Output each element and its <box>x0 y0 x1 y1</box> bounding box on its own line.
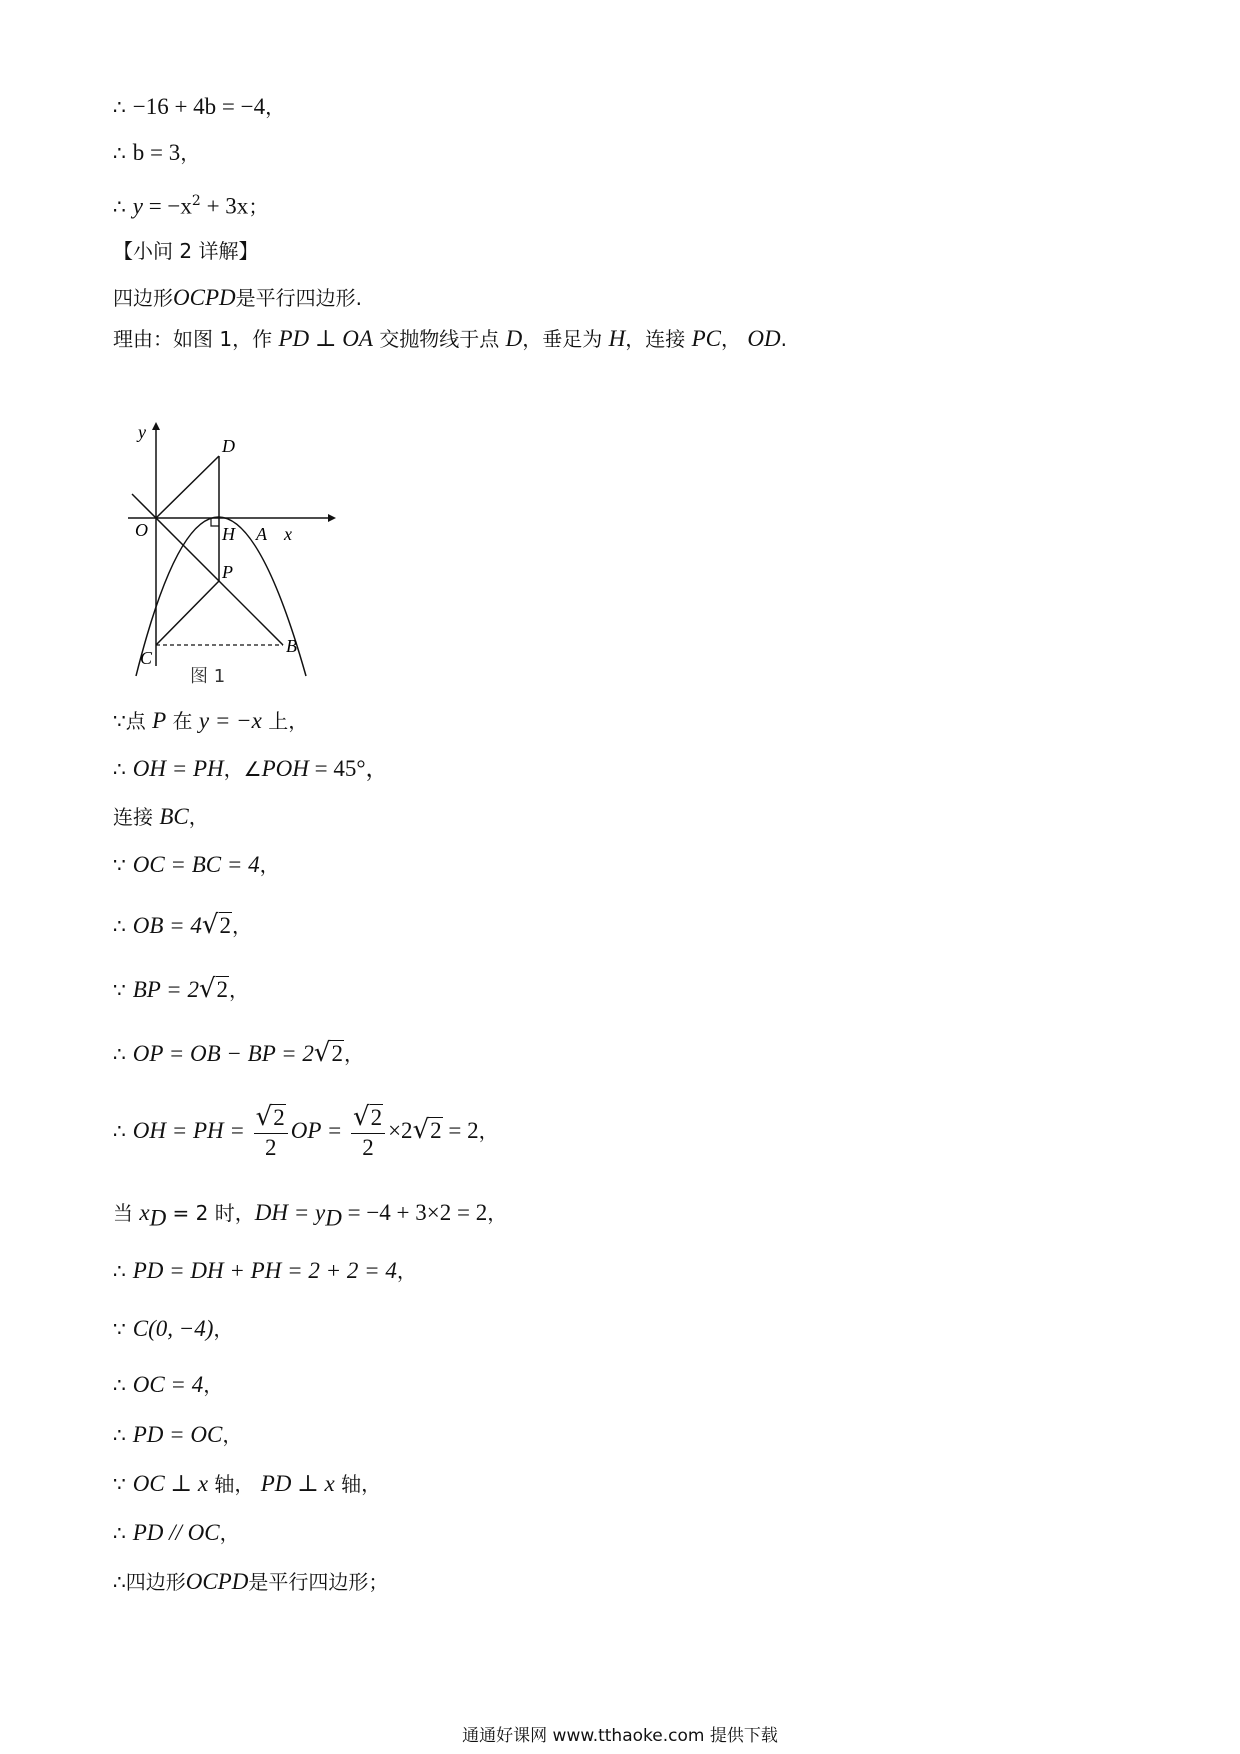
therefore-symbol: ∴ <box>113 1373 126 1397</box>
text: 是平行四边形. <box>235 286 362 310</box>
line-20 <box>113 1469 381 1500</box>
text: ， <box>259 853 280 877</box>
because-symbol: ∵ <box>113 853 126 877</box>
math: PD = OC <box>132 1422 223 1447</box>
exponent: 2 <box>191 193 201 209</box>
text: ，∠ <box>223 757 262 781</box>
line-17 <box>113 1314 233 1345</box>
math: OC = 4 <box>132 1372 204 1397</box>
math: OC ⊥ x <box>132 1471 209 1496</box>
text: ， <box>343 1042 364 1066</box>
text: ， <box>232 914 252 938</box>
line-19 <box>113 1420 242 1451</box>
footer-watermark: 通通好课网 www.tthaoke.com 提供下载 <box>462 1726 778 1746</box>
therefore-symbol: ∴ <box>113 141 126 165</box>
text: ， <box>396 1259 417 1283</box>
math: x <box>139 1200 150 1225</box>
therefore-symbol: ∴ <box>113 1423 126 1447</box>
equation-part: = −x <box>142 193 192 219</box>
equation: b = 3 <box>132 140 181 165</box>
text: 轴， <box>334 1472 382 1496</box>
text: 上， <box>261 709 309 733</box>
line-y-neg-x <box>132 494 283 645</box>
line-15 <box>113 1198 507 1233</box>
math: = −4 + 3×2 = 2 <box>341 1200 488 1225</box>
math: OC = BC = 4 <box>132 852 260 877</box>
text: . <box>780 327 787 351</box>
section-heading: 【小问 2 详解】 <box>113 239 259 263</box>
parabola <box>136 517 306 676</box>
text: ， <box>720 327 748 351</box>
equation: −16 + 4b = −4 <box>132 94 266 119</box>
line-6 <box>113 324 787 355</box>
label-y: y <box>138 422 146 442</box>
sqrt: √2 <box>201 910 231 940</box>
therefore-symbol: ∴ <box>113 194 126 219</box>
text: 当 <box>113 1201 140 1225</box>
text: ， <box>188 805 209 829</box>
text: 理由：如图 1，作 <box>113 327 279 351</box>
line-2 <box>113 138 200 169</box>
math: D <box>505 326 523 351</box>
math: OP = <box>290 1118 348 1143</box>
line-11 <box>113 910 252 942</box>
x-axis-arrow <box>328 514 336 522</box>
math: y <box>315 1200 326 1225</box>
because-symbol: ∵ <box>113 978 126 1002</box>
text: ， <box>487 1201 508 1225</box>
var-y: y <box>132 193 143 219</box>
therefore-symbol: ∴ <box>113 914 126 938</box>
math: y = −x <box>198 708 262 733</box>
math: BP = 2 <box>132 977 199 1002</box>
line-10 <box>113 850 280 881</box>
line-1 <box>113 92 285 123</box>
text: 在 <box>166 709 199 733</box>
figure-1 <box>128 418 348 688</box>
line-8 <box>113 754 389 785</box>
text: 是平行四边形； <box>248 1570 389 1594</box>
label-P: P <box>222 562 233 582</box>
shape-name: OCPD <box>185 1569 249 1594</box>
line-3 <box>113 186 268 222</box>
math: PD = DH + PH = 2 + 2 = 4 <box>132 1258 397 1283</box>
fraction: $\frac{√2}{2}$ <box>254 1103 288 1162</box>
sqrt: √2 <box>412 1115 442 1145</box>
shape-name: OCPD <box>173 285 236 310</box>
therefore-symbol: ∴ <box>113 1259 126 1283</box>
therefore-symbol: ∴ <box>113 757 126 781</box>
label-O: O <box>135 520 148 540</box>
math: = 2 <box>442 1118 479 1143</box>
segment-PC <box>156 581 219 645</box>
figure-caption: 图 1 <box>190 666 226 687</box>
punct: ， <box>265 95 286 119</box>
text: ， <box>229 978 250 1002</box>
line-12 <box>113 974 249 1006</box>
text: ， <box>213 1317 234 1341</box>
label-A: A <box>256 524 267 544</box>
text: ，垂足为 <box>522 327 609 351</box>
because-symbol: ∵ <box>113 709 126 733</box>
fraction: $\frac{√2}{2}$ <box>351 1103 385 1162</box>
math: DH = <box>254 1200 316 1225</box>
text: 点 <box>125 709 153 733</box>
therefore-symbol: ∴ <box>113 1119 126 1143</box>
therefore-symbol: ∴ <box>113 95 126 119</box>
label-x: x <box>284 524 292 544</box>
text: = 2 时， <box>166 1201 255 1225</box>
math: H <box>608 326 626 351</box>
line-16 <box>113 1256 417 1287</box>
math: PD // OC <box>132 1520 220 1545</box>
math: OB = 4 <box>132 913 202 938</box>
therefore-symbol: ∴ <box>113 1042 126 1066</box>
math: OP = OB − BP = 2 <box>132 1041 314 1066</box>
line-9 <box>113 802 209 833</box>
label-H: H <box>222 524 235 544</box>
punct: ， <box>180 141 201 165</box>
math: PC <box>691 326 721 351</box>
text: ，连接 <box>625 327 692 351</box>
math: BC <box>159 804 189 829</box>
because-symbol: ∵ <box>113 1472 126 1496</box>
label-D: D <box>222 436 235 456</box>
math: P <box>152 708 167 733</box>
line-7 <box>113 706 308 737</box>
text: 四边形 <box>113 286 173 310</box>
therefore-symbol: ∴ <box>113 1521 126 1545</box>
punct: ； <box>248 194 269 219</box>
text: ， <box>203 1373 224 1397</box>
line-13 <box>113 1038 364 1070</box>
math: OH = PH = <box>132 1118 251 1143</box>
equation-part: + 3x <box>200 193 249 219</box>
text: ， <box>219 1521 240 1545</box>
math: C(0, −4) <box>132 1316 214 1341</box>
y-axis-arrow <box>152 422 160 430</box>
math: POH <box>261 756 309 781</box>
right-angle-mark <box>211 518 219 526</box>
line-21 <box>113 1518 240 1549</box>
math: = 45°， <box>308 756 389 781</box>
line-5 <box>113 283 362 314</box>
text: 轴， <box>208 1472 261 1496</box>
line-14 <box>113 1100 499 1162</box>
text: 交抛物线于点 <box>372 327 506 351</box>
text: ， <box>222 1423 243 1447</box>
math: PD ⊥ x <box>260 1471 335 1496</box>
math: OD <box>747 326 781 351</box>
text: 四边形 <box>125 1570 186 1594</box>
line-18 <box>113 1370 223 1401</box>
sqrt: √2 <box>313 1038 343 1068</box>
because-symbol: ∵ <box>113 1317 126 1341</box>
sqrt: √2 <box>198 974 229 1004</box>
math: PD ⊥ OA <box>278 326 373 351</box>
line-22 <box>113 1567 388 1598</box>
label-B: B <box>286 636 297 656</box>
therefore-symbol: ∴ <box>113 1570 126 1594</box>
label-C: C <box>140 648 153 668</box>
math: OH = PH <box>132 756 224 781</box>
text: ， <box>478 1119 499 1143</box>
segment-OD <box>156 456 219 518</box>
subscript: D <box>149 1205 167 1231</box>
subscript: D <box>325 1205 342 1231</box>
text: 连接 <box>113 805 160 829</box>
math: ×2 <box>388 1118 413 1143</box>
